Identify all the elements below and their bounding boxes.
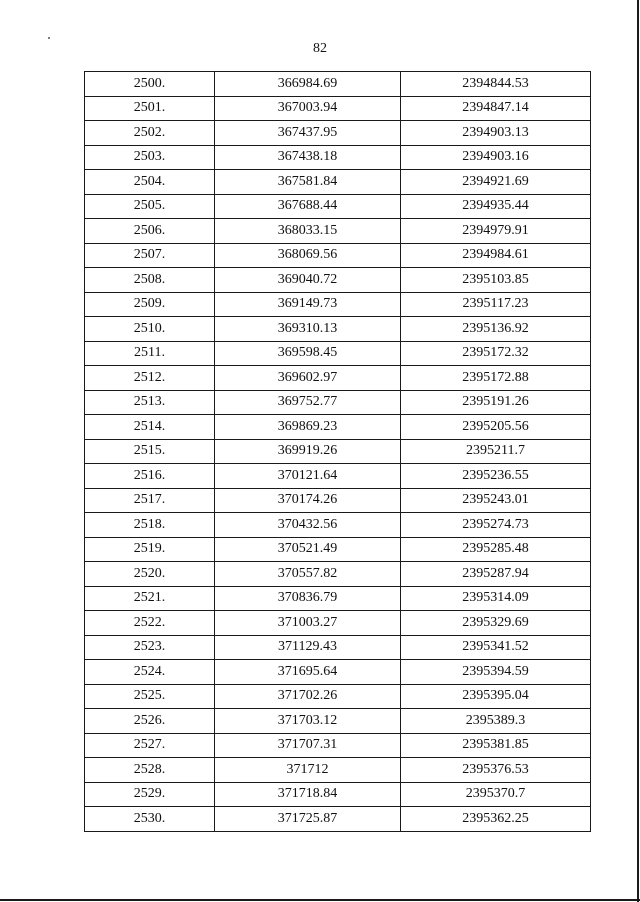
table-row — [85, 415, 591, 440]
x-coordinate-cell: 370836.79 — [215, 586, 401, 611]
table-row — [85, 586, 591, 611]
point-number-cell: 2522. — [85, 611, 215, 636]
y-coordinate-cell: 2395395.04 — [401, 684, 591, 709]
x-coordinate-cell: 367437.95 — [215, 121, 401, 146]
x-coordinate-cell: 371718.84 — [215, 782, 401, 807]
table-row — [85, 219, 591, 244]
x-coordinate-cell: 369310.13 — [215, 317, 401, 342]
x-coordinate-cell: 367438.18 — [215, 145, 401, 170]
page-number: 82 — [313, 41, 327, 56]
coordinates-table — [84, 71, 591, 832]
scan-edge-right — [637, 0, 639, 902]
y-coordinate-cell: 2395172.88 — [401, 366, 591, 391]
y-coordinate-cell: 2395341.52 — [401, 635, 591, 660]
y-coordinate-cell: 2395172.32 — [401, 341, 591, 366]
x-coordinate-cell: 371707.31 — [215, 733, 401, 758]
x-coordinate-cell: 367688.44 — [215, 194, 401, 219]
table-row — [85, 635, 591, 660]
x-coordinate-cell: 369919.26 — [215, 439, 401, 464]
y-coordinate-cell: 2394984.61 — [401, 243, 591, 268]
x-coordinate-cell: 369598.45 — [215, 341, 401, 366]
table-row — [85, 807, 591, 832]
y-coordinate-cell: 2395394.59 — [401, 660, 591, 685]
table-row — [85, 170, 591, 195]
point-number-cell: 2525. — [85, 684, 215, 709]
y-coordinate-cell: 2395211.7 — [401, 439, 591, 464]
x-coordinate-cell: 369752.77 — [215, 390, 401, 415]
coordinates-table-body — [85, 72, 591, 832]
table-row — [85, 709, 591, 734]
x-coordinate-cell: 367003.94 — [215, 96, 401, 121]
table-row — [85, 684, 591, 709]
x-coordinate-cell: 370557.82 — [215, 562, 401, 587]
x-coordinate-cell: 366984.69 — [215, 72, 401, 97]
point-number-cell: 2527. — [85, 733, 215, 758]
x-coordinate-cell: 370174.26 — [215, 488, 401, 513]
table-row — [85, 660, 591, 685]
y-coordinate-cell: 2394903.13 — [401, 121, 591, 146]
point-number-cell: 2530. — [85, 807, 215, 832]
point-number-cell: 2502. — [85, 121, 215, 146]
y-coordinate-cell: 2395205.56 — [401, 415, 591, 440]
point-number-cell: 2515. — [85, 439, 215, 464]
x-coordinate-cell: 369149.73 — [215, 292, 401, 317]
x-coordinate-cell: 371695.64 — [215, 660, 401, 685]
scan-speck — [48, 37, 50, 39]
y-coordinate-cell: 2395117.23 — [401, 292, 591, 317]
table-row — [85, 366, 591, 391]
x-coordinate-cell: 371712 — [215, 758, 401, 783]
table-row — [85, 72, 591, 97]
table-row — [85, 439, 591, 464]
y-coordinate-cell: 2394921.69 — [401, 170, 591, 195]
y-coordinate-cell: 2395285.48 — [401, 537, 591, 562]
table-row — [85, 121, 591, 146]
y-coordinate-cell: 2395314.09 — [401, 586, 591, 611]
point-number-cell: 2516. — [85, 464, 215, 489]
point-number-cell: 2528. — [85, 758, 215, 783]
y-coordinate-cell: 2394903.16 — [401, 145, 591, 170]
point-number-cell: 2523. — [85, 635, 215, 660]
table-row — [85, 390, 591, 415]
y-coordinate-cell: 2395362.25 — [401, 807, 591, 832]
x-coordinate-cell: 369602.97 — [215, 366, 401, 391]
point-number-cell: 2512. — [85, 366, 215, 391]
point-number-cell: 2510. — [85, 317, 215, 342]
point-number-cell: 2506. — [85, 219, 215, 244]
x-coordinate-cell: 369869.23 — [215, 415, 401, 440]
scan-edge-bottom — [0, 899, 640, 901]
point-number-cell: 2529. — [85, 782, 215, 807]
point-number-cell: 2524. — [85, 660, 215, 685]
table-row — [85, 513, 591, 538]
y-coordinate-cell: 2394979.91 — [401, 219, 591, 244]
table-row — [85, 341, 591, 366]
point-number-cell: 2526. — [85, 709, 215, 734]
table-row — [85, 611, 591, 636]
x-coordinate-cell: 371703.12 — [215, 709, 401, 734]
y-coordinate-cell: 2395236.55 — [401, 464, 591, 489]
table-row — [85, 733, 591, 758]
point-number-cell: 2505. — [85, 194, 215, 219]
x-coordinate-cell: 371129.43 — [215, 635, 401, 660]
point-number-cell: 2519. — [85, 537, 215, 562]
x-coordinate-cell: 371003.27 — [215, 611, 401, 636]
y-coordinate-cell: 2395370.7 — [401, 782, 591, 807]
point-number-cell: 2501. — [85, 96, 215, 121]
point-number-cell: 2517. — [85, 488, 215, 513]
table-row — [85, 317, 591, 342]
table-row — [85, 243, 591, 268]
x-coordinate-cell: 368033.15 — [215, 219, 401, 244]
y-coordinate-cell: 2394847.14 — [401, 96, 591, 121]
point-number-cell: 2509. — [85, 292, 215, 317]
y-coordinate-cell: 2395381.85 — [401, 733, 591, 758]
table-row — [85, 758, 591, 783]
point-number-cell: 2507. — [85, 243, 215, 268]
y-coordinate-cell: 2394844.53 — [401, 72, 591, 97]
table-row — [85, 292, 591, 317]
x-coordinate-cell: 368069.56 — [215, 243, 401, 268]
y-coordinate-cell: 2395191.26 — [401, 390, 591, 415]
table-row — [85, 488, 591, 513]
y-coordinate-cell: 2395389.3 — [401, 709, 591, 734]
y-coordinate-cell: 2395274.73 — [401, 513, 591, 538]
y-coordinate-cell: 2395376.53 — [401, 758, 591, 783]
point-number-cell: 2508. — [85, 268, 215, 293]
table-row — [85, 562, 591, 587]
y-coordinate-cell: 2395103.85 — [401, 268, 591, 293]
x-coordinate-cell: 370432.56 — [215, 513, 401, 538]
table-row — [85, 268, 591, 293]
table-row — [85, 145, 591, 170]
table-row — [85, 96, 591, 121]
table-row — [85, 194, 591, 219]
point-number-cell: 2521. — [85, 586, 215, 611]
point-number-cell: 2511. — [85, 341, 215, 366]
table-row — [85, 537, 591, 562]
point-number-cell: 2520. — [85, 562, 215, 587]
y-coordinate-cell: 2394935.44 — [401, 194, 591, 219]
x-coordinate-cell: 370521.49 — [215, 537, 401, 562]
point-number-cell: 2500. — [85, 72, 215, 97]
y-coordinate-cell: 2395136.92 — [401, 317, 591, 342]
x-coordinate-cell: 367581.84 — [215, 170, 401, 195]
point-number-cell: 2518. — [85, 513, 215, 538]
x-coordinate-cell: 371725.87 — [215, 807, 401, 832]
y-coordinate-cell: 2395287.94 — [401, 562, 591, 587]
table-row — [85, 464, 591, 489]
y-coordinate-cell: 2395243.01 — [401, 488, 591, 513]
table-row — [85, 782, 591, 807]
y-coordinate-cell: 2395329.69 — [401, 611, 591, 636]
point-number-cell: 2514. — [85, 415, 215, 440]
point-number-cell: 2513. — [85, 390, 215, 415]
x-coordinate-cell: 369040.72 — [215, 268, 401, 293]
point-number-cell: 2503. — [85, 145, 215, 170]
x-coordinate-cell: 371702.26 — [215, 684, 401, 709]
x-coordinate-cell: 370121.64 — [215, 464, 401, 489]
point-number-cell: 2504. — [85, 170, 215, 195]
